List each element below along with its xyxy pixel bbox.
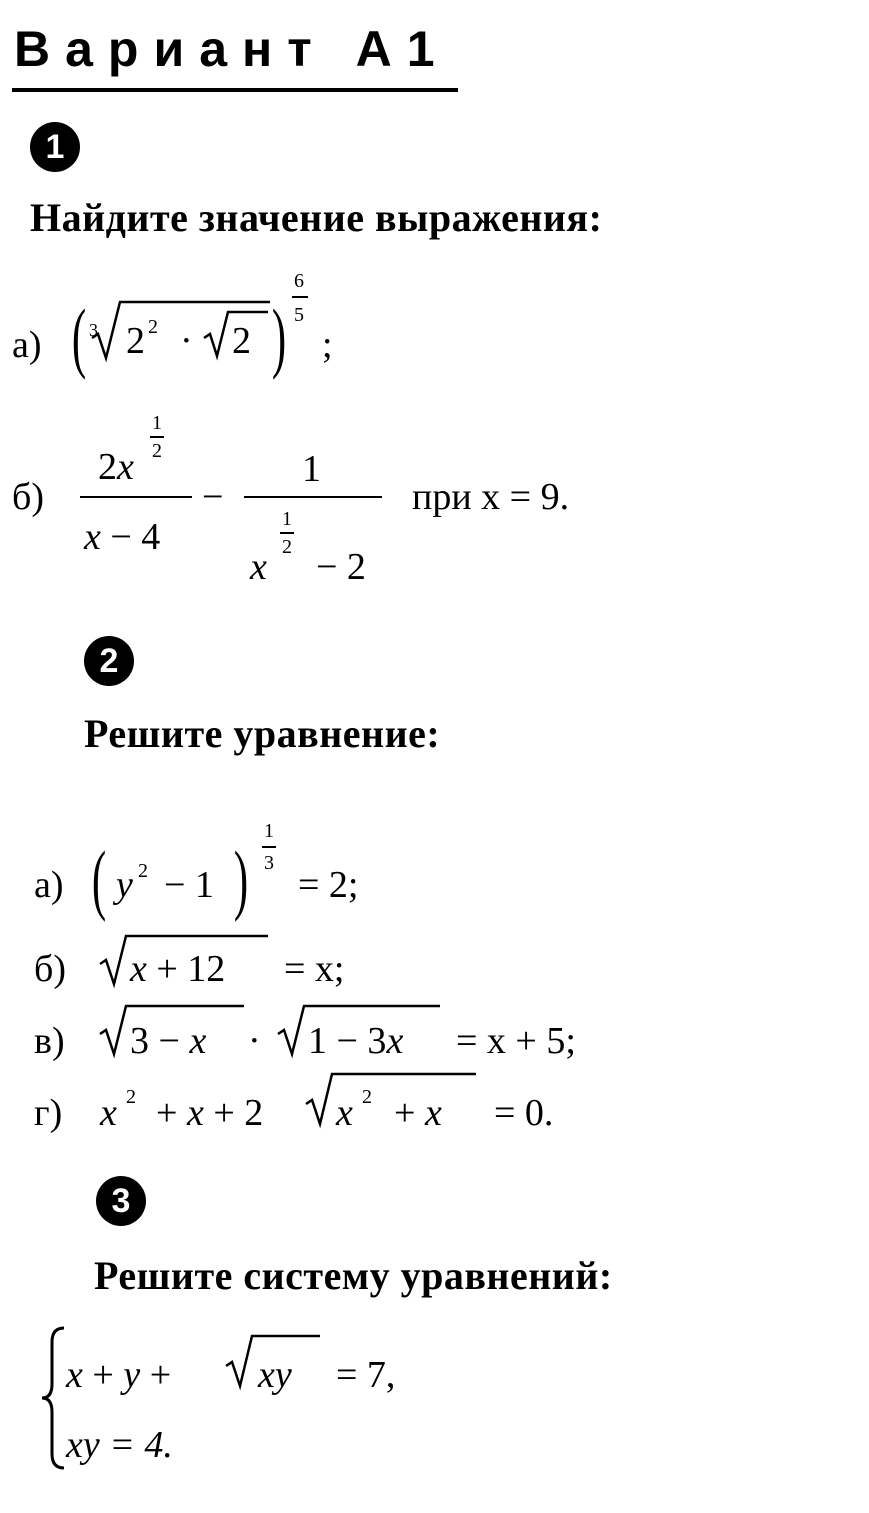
- task-1-heading: Найдите значение выражения:: [30, 195, 603, 240]
- radicand-x: x: [336, 1092, 353, 1134]
- task-2c-label: в): [34, 1020, 65, 1062]
- task-2b-label: б): [34, 948, 66, 990]
- variant-title: Вариант А1: [14, 21, 450, 77]
- denominator-x-minus-4: x − 4: [84, 516, 161, 558]
- half-exp-den: 2: [152, 440, 162, 462]
- numerator-one: 1: [302, 448, 321, 490]
- base-two: 2: [126, 320, 145, 362]
- exponent-two: 2: [138, 860, 148, 882]
- half-exp-line-2: [280, 532, 294, 534]
- task-2d-suffix: = 0.: [494, 1092, 554, 1134]
- left-paren: (: [91, 835, 107, 922]
- half-exp-num: 1: [152, 412, 162, 434]
- radicand-x-plus-12: x + 12: [130, 948, 226, 990]
- radicand-3-minus-x: 3 − x: [130, 1020, 207, 1062]
- radicand-xy: xy: [258, 1354, 292, 1396]
- multiply-dot: ·: [248, 1020, 261, 1062]
- radicand-1-minus-3x: 1 − 3x: [308, 1020, 404, 1062]
- right-paren: ): [271, 293, 287, 380]
- task-3-heading: Решите систему уравнений:: [94, 1253, 613, 1298]
- minus-sign: −: [202, 476, 224, 518]
- numerator-2x: 2x: [98, 446, 134, 488]
- half-exp-den-2: 2: [282, 536, 292, 558]
- minus-one: − 1: [164, 864, 214, 906]
- task-2a-suffix: = 2;: [298, 864, 359, 906]
- fraction-line-2: [244, 496, 382, 498]
- multiply-dot: ·: [180, 320, 193, 362]
- task-1b-label: б): [12, 476, 44, 518]
- plus-x-plus-2: + x + 2: [156, 1092, 264, 1134]
- left-paren: (: [71, 293, 87, 380]
- half-exp-num-2: 1: [282, 508, 292, 530]
- task-1a-suffix: ;: [322, 324, 333, 366]
- task-2-heading: Решите уравнение:: [84, 711, 441, 756]
- task-1-number-badge: 1: [30, 122, 80, 172]
- denominator-x: x: [250, 546, 267, 588]
- task-2b-suffix: = x;: [284, 948, 345, 990]
- power-fraction-line: [292, 296, 308, 298]
- root-index: 3: [89, 320, 98, 340]
- right-paren: ): [233, 835, 249, 922]
- task-2a-label: а): [34, 864, 64, 906]
- third-exp-num: 1: [264, 820, 274, 842]
- task-1a-label: а): [12, 324, 42, 366]
- third-exp-line: [262, 846, 276, 848]
- task-1b-condition: при x = 9.: [412, 476, 570, 518]
- task-2c-suffix: = x + 5;: [456, 1020, 576, 1062]
- var-y: y: [116, 864, 133, 906]
- radicand-two: 2: [232, 320, 251, 362]
- square-root-sign: [306, 1072, 478, 1128]
- third-exp-den: 3: [264, 852, 274, 874]
- radicand-plus-x: + x: [394, 1092, 442, 1134]
- exponent-two: 2: [126, 1086, 136, 1108]
- title-underline: [12, 88, 458, 92]
- task-2d-label: г): [34, 1092, 63, 1134]
- radicand-exponent-two: 2: [362, 1086, 372, 1108]
- exponent-two: 2: [148, 316, 158, 338]
- fraction-line-1: [80, 496, 192, 498]
- power-numerator: 6: [294, 270, 304, 292]
- var-x: x: [100, 1092, 117, 1134]
- task-2-number-badge: 2: [84, 636, 134, 686]
- equation-2: xy = 4.: [66, 1424, 173, 1466]
- task-3-number-badge: 3: [96, 1176, 146, 1226]
- equation-1-lhs: x + y +: [66, 1354, 172, 1396]
- denominator-minus-2: − 2: [316, 546, 366, 588]
- equation-1-rhs: = 7,: [336, 1354, 396, 1396]
- power-denominator: 5: [294, 304, 304, 326]
- half-exp-line: [150, 436, 164, 438]
